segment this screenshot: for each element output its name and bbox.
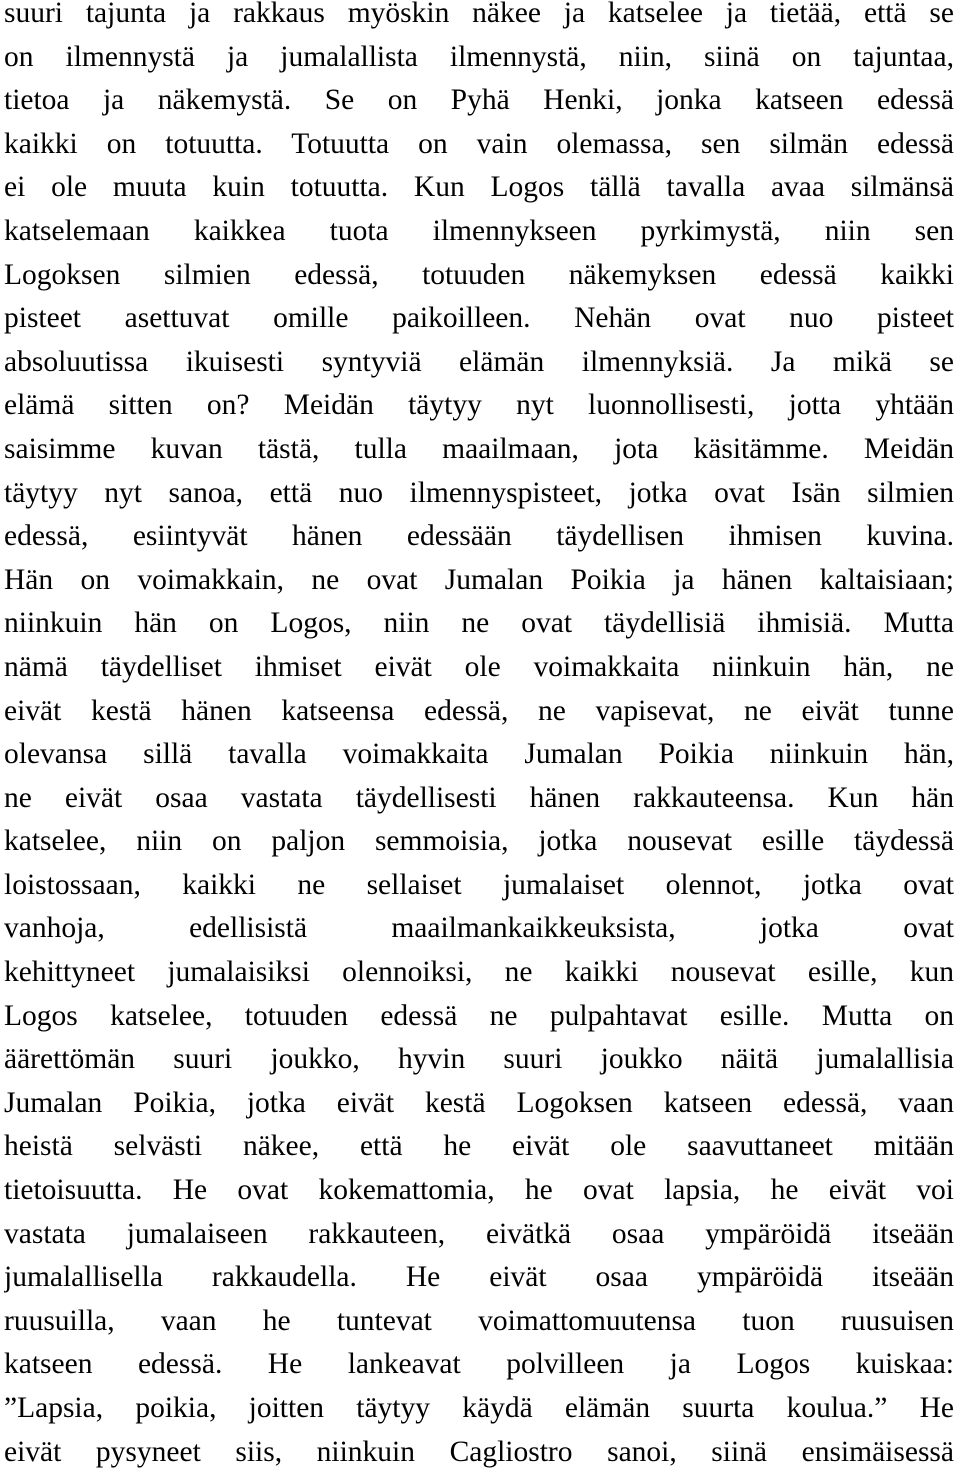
text-line: saisimme kuvan tästä, tulla maailmaan, jota käsitämme. Meidän	[4, 432, 954, 465]
text-line: Jumalan Poikia, jotka eivät kestä Logoksen katseen edessä, vaan	[4, 1086, 954, 1119]
text-line: olevansa sillä tavalla voimakkaita Jumalan Poikia niinkuin hän,	[4, 738, 954, 771]
text-line: Logoksen silmien edessä, totuuden näkemyksen edessä kaikki	[4, 258, 954, 291]
text-line: kehittyneet jumalaisiksi olennoiksi, ne kaikki nousevat esille, kun	[4, 956, 954, 989]
text-line: Hän on voimakkain, ne ovat Jumalan Poikia ja hänen kaltaisiaan;	[4, 563, 954, 596]
document-page	[4, 0, 954, 1474]
text-line: absoluutissa ikuisesti syntyviä elämän ilmennyksiä. Ja mikä se	[4, 345, 954, 378]
text-line: loistossaan, kaikki ne sellaiset jumalaiset olennot, jotka ovat	[4, 868, 954, 901]
text-line: pisteet asettuvat omille paikoilleen. Nehän ovat nuo pisteet	[4, 302, 954, 335]
text-line: on ilmennystä ja jumalallista ilmennystä, niin, siinä on tajuntaa,	[4, 40, 954, 73]
text-line: nämä täydelliset ihmiset eivät ole voimakkaita niinkuin hän, ne	[4, 650, 954, 683]
text-line: elämä sitten on? Meidän täytyy nyt luonnollisesti, jotta yhtään	[4, 389, 954, 422]
text-line: ruusuilla, vaan he tuntevat voimattomuutensa tuon ruusuisen	[4, 1304, 954, 1337]
text-line: Logos katselee, totuuden edessä ne pulpahtavat esille. Mutta on	[4, 999, 954, 1032]
text-line: edessä, esiintyvät hänen edessään täydellisen ihmisen kuvina.	[4, 520, 954, 553]
text-line: heistä selvästi näkee, että he eivät ole saavuttaneet mitään	[4, 1130, 954, 1163]
text-line: vanhoja, edellisistä maailmankaikkeuksista, jotka ovat	[4, 912, 954, 945]
text-line: ”Lapsia, poikia, joitten täytyy käydä elämän suurta koulua.” He	[4, 1392, 954, 1424]
text-line: vastata jumalaiseen rakkauteen, eivätkä osaa ympäröidä itseään	[4, 1217, 954, 1250]
text-line: jumalallisella rakkaudella. He eivät osaa ympäröidä itseään	[4, 1261, 954, 1294]
text-line: niinkuin hän on Logos, niin ne ovat täydellisiä ihmisiä. Mutta	[4, 607, 954, 640]
text-line: täytyy nyt sanoa, että nuo ilmennyspisteet, jotka ovat Isän silmien	[4, 476, 954, 509]
text-line: suuri tajunta ja rakkaus myöskin näkee ja katselee ja tietää, että se	[4, 0, 954, 29]
text-line: ei ole muuta kuin totuutta. Kun Logos tällä tavalla avaa silmänsä	[4, 171, 954, 204]
text-line: eivät kestä hänen katseensa edessä, ne vapisevat, ne eivät tunne	[4, 694, 954, 727]
text-line: katseen edessä. He lankeavat polvilleen ja Logos kuiskaa:	[4, 1348, 954, 1381]
text-line: tietoa ja näkemystä. Se on Pyhä Henki, jonka katseen edessä	[4, 84, 954, 117]
text-line: äärettömän suuri joukko, hyvin suuri joukko näitä jumalallisia	[4, 1043, 954, 1076]
text-line: katselemaan kaikkea tuota ilmennykseen pyrkimystä, niin sen	[4, 214, 954, 247]
text-line: kaikki on totuutta. Totuutta on vain olemassa, sen silmän edessä	[4, 127, 954, 160]
text-line: ne eivät osaa vastata täydellisesti hänen rakkauteensa. Kun hän	[4, 781, 954, 814]
text-line: eivät pysyneet siis, niinkuin Cagliostro sanoi, siinä ensimäisessä	[4, 1435, 954, 1468]
text-line: tietoisuutta. He ovat kokemattomia, he ovat lapsia, he eivät voi	[4, 1174, 954, 1207]
text-line: katselee, niin on paljon semmoisia, jotka nousevat esille täydessä	[4, 825, 954, 858]
